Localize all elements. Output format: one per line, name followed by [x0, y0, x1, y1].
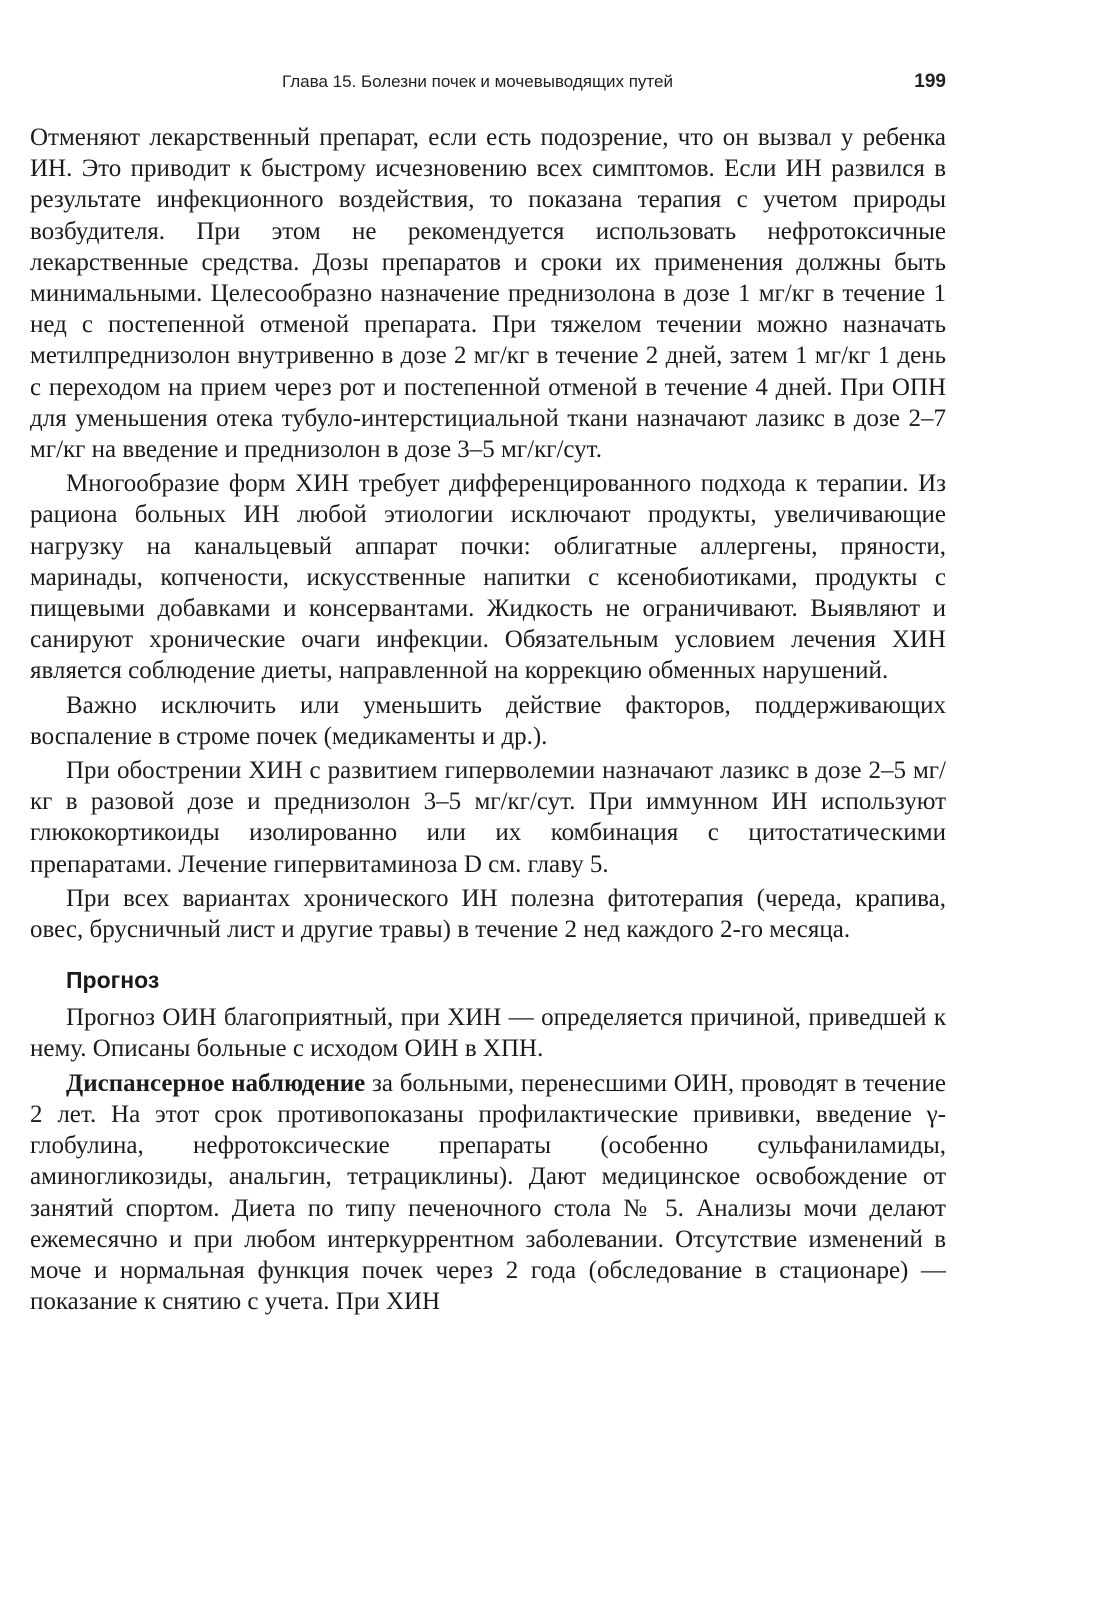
- paragraph-exacerbation: При обострении ХИН с развитием гиперволемии назначают лазикс в дозе 2–5 мг/кг в разовой дозе и преднизолон 3–5 мг/кг/сут. При иммунном ИН используют глюкокортикоиды изолированно или их комбинация с цитостатическими препаратами. Лечение гипервитаминоза D см. главу 5.: [30, 757, 946, 878]
- paragraph-phytotherapy: При всех вариантах хронического ИН полезна фитотерапия (череда, крапива, овес, брусничный лист и другие травы) в течение 2 нед каждого 2-го месяца.: [30, 884, 946, 944]
- term-dispensary-observation: Диспансерное наблюдение: [66, 1069, 366, 1097]
- paragraph-dispensary: [30, 1068, 946, 1318]
- page-number: 199: [914, 71, 946, 92]
- running-head: [282, 72, 946, 102]
- paragraph-treatment-acute: Отменяют лекарственный препарат, если есть подозрение, что он вызвал у ребенка ИН. Это приводит к быстрому исчезновению всех симптомов. Если ИН развился в результате инфекционного воздействия, то показана терапия с учетом природы возбудителя. При этом не рекомендуется использовать нефротоксичные лекарственные средства. Дозы препаратов и сроки их применения должны быть минимальными. Целесообразно назначение преднизолона в дозе 1 мг/кг в течение 1 нед с постепенной отменой препарата. При тяжелом течении можно назначать метилпреднизолон внутривенно в дозе 2 мг/кг в течение 2 дней, затем 1 мг/кг 1 день с переходом на прием через рот и постепенной отменой в течение 4 дней. При ОПН для уменьшения отека тубуло-интерстициальной ткани назначают лазикс в дозе 2–7 мг/кг на введение и преднизолон в дозе 3–5 мг/кг/сут.: [30, 124, 946, 464]
- paragraph-prognosis: Прогноз ОИН благоприятный, при ХИН — определяется причиной, приведшей к нему. Описаны больные с исходом ОИН в ХПН.: [30, 1004, 946, 1063]
- body-text: [30, 122, 946, 1317]
- running-title: Глава 15. Болезни почек и мочевыводящих путей: [282, 72, 673, 91]
- section-heading-prognosis: Прогноз: [66, 967, 160, 994]
- paragraph-exclude-factors: Важно исключить или уменьшить действие факторов, поддерживающих воспаление в строме почек (медикаменты и др.).: [30, 691, 946, 750]
- paragraph-dispensary-text: за больными, перенесшими ОИН, проводят в течение 2 лет. На этот срок противопоказаны профилактические прививки, введение γ-глобулина, нефротоксические препараты (особенно сульфаниламиды, аминогликозиды, анальгин, тетрациклины). Дают медицинское освобождение от занятий спортом. Диета по типу печеночного стола № 5. Анализы мочи делают ежемесячно и при любом интеркуррентном заболевании. Отсутствие изменений в моче и нормальная функция почек через 2 года (обследование в стационаре) — показание к снятию с учета. При ХИН: [30, 1069, 946, 1316]
- paragraph-treatment-chronic: Многообразие форм ХИН требует дифференцированного подхода к терапии. Из рациона больных ИН любой этиологии исключают продукты, увеличивающие нагрузку на канальцевый аппарат почки: облигатные аллергены, пряности, маринады, копчености, искусственные напитки с ксенобиотиками, продукты с пищевыми добавками и консервантами. Жидкость не ограничивают. Выявляют и санируют хронические очаги инфекции. Обязательным условием лечения ХИН является соблюдение диеты, направленной на коррекцию обменных нарушений.: [30, 470, 946, 685]
